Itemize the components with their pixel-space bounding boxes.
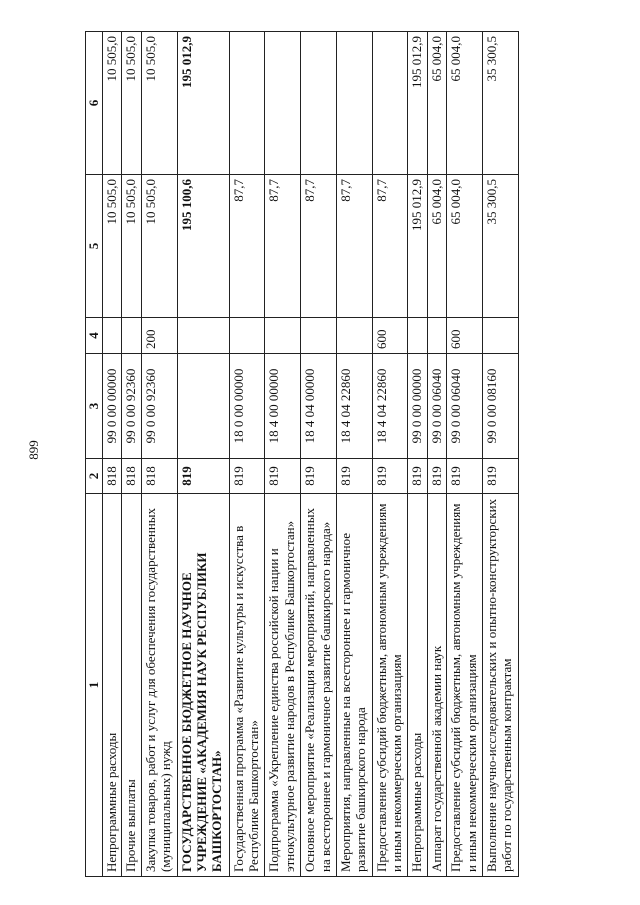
table-row [372, 32, 408, 877]
amount-year1-cell: 10 505,0 [122, 175, 141, 318]
row-name-cell: Предоставление субсидий бюджетным, автономным учреждениям и иным некоммерческим организациям [372, 494, 408, 877]
expense-type-cell [301, 318, 337, 354]
ministry-code-cell: 819 [372, 459, 408, 494]
amount-year1-cell: 87,7 [336, 175, 372, 318]
amount-year2-cell: 10 505,0 [122, 32, 141, 175]
expense-type-cell [177, 318, 229, 354]
row-name-cell: Выполнение научно-исследовательских и опытно-конструкторских работ по государственным контрактам [483, 494, 519, 877]
amount-year1-cell: 87,7 [372, 175, 408, 318]
column-header: 4 [86, 318, 103, 354]
expense-type-cell: 200 [141, 318, 177, 354]
table-row [336, 32, 372, 877]
column-header: 3 [86, 354, 103, 459]
row-name-cell: Мероприятия, направленные на всестороннее и гармоничное развитие башкирского народа [336, 494, 372, 877]
target-article-cell: 99 0 00 08160 [483, 354, 519, 459]
table-row [408, 32, 427, 877]
amount-year1-cell: 195 012,9 [408, 175, 427, 318]
expense-type-cell [265, 318, 301, 354]
row-name-cell: Основное мероприятие «Реализация мероприятий, направленных на всестороннее и гармоничное развитие башкирского народа» [301, 494, 337, 877]
amount-year2-cell [301, 32, 337, 175]
target-article-cell: 18 4 04 22860 [372, 354, 408, 459]
table-row [141, 32, 177, 877]
amount-year2-cell: 195 012,9 [177, 32, 229, 175]
amount-year1-cell: 65 004,0 [427, 175, 446, 318]
row-name-cell: Предоставление субсидий бюджетным, автономным учреждениям и иным некоммерческим организациям [447, 494, 483, 877]
target-article-cell: 18 4 00 00000 [265, 354, 301, 459]
row-name-cell: Непрограммные расходы [408, 494, 427, 877]
ministry-code-cell: 818 [122, 459, 141, 494]
amount-year1-cell: 35 300,5 [483, 175, 519, 318]
amount-year1-cell: 87,7 [301, 175, 337, 318]
table-row [427, 32, 446, 877]
ministry-code-cell: 819 [483, 459, 519, 494]
amount-year1-cell: 195 100,6 [177, 175, 229, 318]
ministry-code-cell: 819 [336, 459, 372, 494]
ministry-code-cell: 819 [301, 459, 337, 494]
row-name-cell: Аппарат государственной академии наук [427, 494, 446, 877]
row-name-cell: Закупка товаров, работ и услуг для обеспечения государственных (муниципальных) нужд [141, 494, 177, 877]
target-article-cell: 18 4 04 00000 [301, 354, 337, 459]
ministry-code-cell: 818 [141, 459, 177, 494]
ministry-code-cell: 819 [265, 459, 301, 494]
page-number: 899 [25, 440, 41, 460]
table-row [301, 32, 337, 877]
table-row [229, 32, 265, 877]
amount-year1-cell: 87,7 [229, 175, 265, 318]
expense-type-cell: 600 [372, 318, 408, 354]
amount-year2-cell: 10 505,0 [141, 32, 177, 175]
table-row [447, 32, 483, 877]
table-row [103, 32, 122, 877]
target-article-cell: 18 4 04 22860 [336, 354, 372, 459]
ministry-code-cell: 819 [427, 459, 446, 494]
amount-year1-cell: 10 505,0 [103, 175, 122, 318]
ministry-code-cell: 819 [177, 459, 229, 494]
budget-table [85, 31, 519, 877]
ministry-code-cell: 819 [408, 459, 427, 494]
target-article-cell: 99 0 00 06040 [427, 354, 446, 459]
amount-year2-cell: 35 300,5 [483, 32, 519, 175]
expense-type-cell [122, 318, 141, 354]
table-row [483, 32, 519, 877]
column-header: 6 [86, 32, 103, 175]
expense-type-cell [229, 318, 265, 354]
ministry-code-cell: 819 [229, 459, 265, 494]
target-article-cell: 18 0 00 00000 [229, 354, 265, 459]
amount-year2-cell [265, 32, 301, 175]
expense-type-cell [427, 318, 446, 354]
amount-year1-cell: 65 004,0 [447, 175, 483, 318]
expense-type-cell [336, 318, 372, 354]
amount-year2-cell [229, 32, 265, 175]
rotated-page [85, 32, 519, 877]
amount-year1-cell: 87,7 [265, 175, 301, 318]
row-name-cell: Подпрограмма «Укрепление единства российской нации и этнокультурное развитие народов в Республике Башкортостан» [265, 494, 301, 877]
expense-type-cell [103, 318, 122, 354]
table-row [265, 32, 301, 877]
target-article-cell: 99 0 00 92360 [141, 354, 177, 459]
table-row [122, 32, 141, 877]
amount-year2-cell: 10 505,0 [103, 32, 122, 175]
amount-year2-cell: 195 012,9 [408, 32, 427, 175]
row-name-cell: Государственная программа «Развитие культуры и искусства в Республике Башкортостан» [229, 494, 265, 877]
expense-type-cell: 600 [447, 318, 483, 354]
target-article-cell: 99 0 00 00000 [103, 354, 122, 459]
target-article-cell [177, 354, 229, 459]
target-article-cell: 99 0 00 06040 [447, 354, 483, 459]
row-name-cell: Прочие выплаты [122, 494, 141, 877]
column-header: 1 [86, 494, 103, 877]
expense-type-cell [408, 318, 427, 354]
amount-year2-cell [336, 32, 372, 175]
amount-year1-cell: 10 505,0 [141, 175, 177, 318]
row-name-cell: ГОСУДАРСТВЕННОЕ БЮДЖЕТНОЕ НАУЧНОЕ УЧРЕЖДЕНИЕ «АКАДЕМИЯ НАУК РЕСПУБЛИКИ БАШКОРТОСТАН» [177, 494, 229, 877]
column-header: 2 [86, 459, 103, 494]
amount-year2-cell: 65 004,0 [427, 32, 446, 175]
ministry-code-cell: 819 [447, 459, 483, 494]
amount-year2-cell [372, 32, 408, 175]
row-name-cell: Непрограммные расходы [103, 494, 122, 877]
ministry-code-cell: 818 [103, 459, 122, 494]
amount-year2-cell: 65 004,0 [447, 32, 483, 175]
target-article-cell: 99 0 00 00000 [408, 354, 427, 459]
column-header: 5 [86, 175, 103, 318]
expense-type-cell [483, 318, 519, 354]
target-article-cell: 99 0 00 92360 [122, 354, 141, 459]
header-row [86, 32, 103, 877]
table-row [177, 32, 229, 877]
